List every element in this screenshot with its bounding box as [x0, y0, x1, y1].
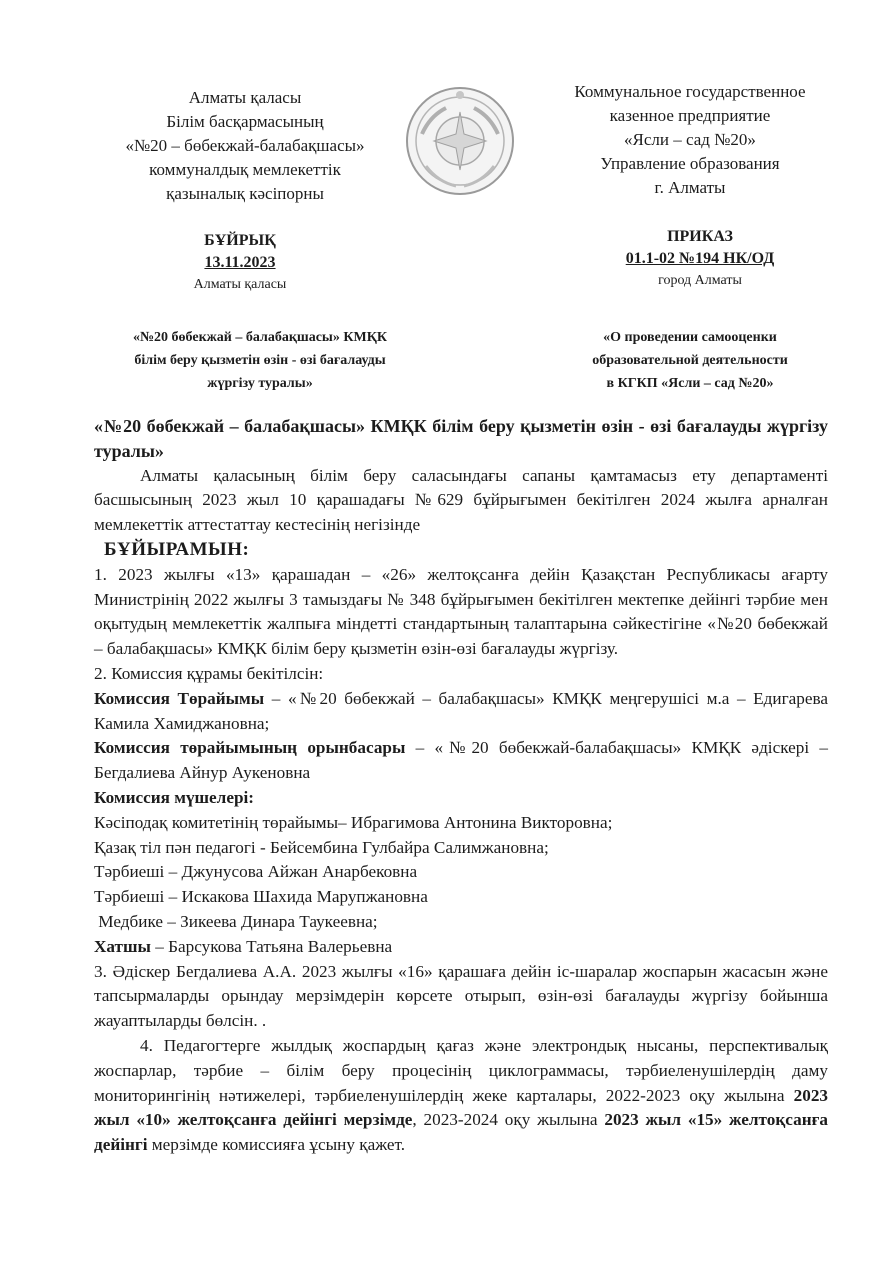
member-line: Медбике – Зикеева Динара Таукеевна; — [94, 911, 378, 931]
secretary-label: Хатшы — [94, 936, 151, 956]
item-3: 3. Әдіскер Бегдалиева А.А. 2023 жылғы «16» қарашаға дейін іс-шаралар жоспарын жасасын және тапсырмаларды орындау мерзімдерін көрсете отырып, өзін-өзі бағалауды жүргізу бойынша жауаптыларды бөлсін. . — [94, 961, 828, 1031]
item4-start: 4. Педагогтерге жылдық жоспардың қағаз және электрондық нысаны, перспективалық жоспарлар, тәрбие – білім беру процесінің циклограммасы, тәрбиеленушілердің даму мониторингінің нәтижелері, тәрбиеленушілердің жеке карталары, 2022-2023 оқу жылына — [94, 1035, 828, 1105]
item-2: 2. Комиссия құрамы бекітілсін: — [94, 663, 324, 683]
header-ru-line: г. Алматы — [654, 178, 726, 197]
order-ru-block — [540, 226, 860, 292]
header-ru-organization — [520, 80, 860, 200]
order-word: БҰЙЫРАМЫН: — [104, 538, 250, 560]
header-kz-line: «№20 – бөбекжай-балабақшасы» — [125, 136, 365, 155]
header-kz-line: Білім басқармасының — [166, 112, 324, 131]
deputy-text: – «№20 бөбекжай-балабақшасы» КМҚК әдіскері –Бегдалиева Айнур Аукеновна — [94, 738, 828, 783]
body-preamble: Алматы қаласының білім беру саласындағы сапаны қамтамасыз ету департаменті басшысының 2023 жыл 10 қарашадағы №629 бұйрығымен бекітілген 2024 жылға арналған мемлекеттік аттестаттау кестесінің негізінде — [94, 465, 828, 535]
subject-ru-line: в КГКП «Ясли – сад №20» — [606, 376, 774, 391]
member-line: Қазақ тіл пән педагогі - Бейсембина Гулбайра Салимжановна; — [94, 837, 549, 857]
item4-deadline-2: 2023 жыл «15» желтоқсанға дейінгі — [94, 1110, 829, 1155]
subject-kz-line: жүргізу туралы» — [207, 376, 313, 391]
commission-chair — [94, 687, 828, 737]
item4-mid: , 2023-2024 оқу жылына — [412, 1110, 605, 1130]
subject-kz-line: «№20 бөбекжай – балабақшасы» КМҚК — [132, 330, 388, 345]
item4-end: мерзімде комиссияға ұсыну қажет. — [147, 1135, 405, 1155]
state-emblem-icon — [404, 82, 516, 200]
order-ru-title: ПРИКАЗ — [667, 228, 733, 245]
header-ru-line: Коммунальное государственное — [574, 82, 806, 101]
subject-ru-line: образовательной деятельности — [592, 353, 788, 368]
header-ru-line: казенное предприятие — [609, 106, 771, 125]
subject-kz-line: білім беру қызметін өзін - өзі бағалауды — [134, 353, 386, 368]
subject-kz — [80, 326, 440, 395]
member-line: Тәрбиеші – Искакова Шахида Марупжановна — [94, 887, 428, 907]
secretary — [94, 935, 828, 960]
header-kz-line: қазыналық кәсіпорны — [166, 184, 324, 203]
item-4 — [94, 1034, 828, 1158]
header-ru-line: Управление образования — [600, 154, 780, 173]
header-ru-line: «Ясли – сад №20» — [624, 130, 756, 149]
secretary-text: – Барсукова Татьяна Валерьевна — [150, 936, 393, 956]
deputy-label: Комиссия төрайымының орынбасары — [94, 738, 406, 758]
header-kz-line: Алматы қаласы — [188, 88, 302, 107]
order-kz-date: 13.11.2023 — [204, 254, 276, 271]
body-heading: «№20 бөбекжай – балабақшасы» КМҚК білім беру қызметін өзін - өзі бағалауды жүргізу туралы» — [94, 416, 828, 461]
subject-ru — [520, 326, 860, 395]
header-kz-line: коммуналдық мемлекеттік — [149, 160, 341, 179]
subject-ru-line: «О проведении самооценки — [603, 330, 777, 345]
member-line: Тәрбиеші – Джунусова Айжан Анарбековна — [94, 862, 418, 882]
header-kz-organization — [60, 86, 430, 206]
order-ru-city: город Алматы — [658, 273, 742, 288]
order-kz-city: Алматы қаласы — [193, 277, 287, 292]
commission-deputy — [94, 736, 828, 786]
item-1: 1. 2023 жылғы «13» қарашадан – «26» желтоқсанға дейін Қазақстан Республикасы ағарту Министрінің 2022 жылғы 3 тамыздағы № 348 бұйрығымен бекітілген мектепке дейінгі тәрбие мен оқытудың мемлекеттік жалпыға міндетті стандартының талаптарына сәйкестігіне «№20 бөбекжай – балабақшасы» КМҚК білім беру қызметін өзін-өзі бағалауды жүргізу. — [94, 564, 828, 659]
item4-deadline-1: 2023 жыл «10» желтоқсанға дейінгі мерзімде — [94, 1085, 828, 1130]
members-label: Комиссия мүшелері: — [94, 787, 255, 807]
chair-label: Комиссия Төрайымы — [94, 688, 265, 708]
order-ru-number: 01.1-02 №194 НК/ОД — [625, 250, 775, 267]
member-line: Кәсіподақ комитетінің төрайымы– Ибрагимова Антонина Викторовна; — [94, 812, 613, 832]
order-kz-block — [150, 230, 330, 296]
order-kz-title: БҰЙРЫҚ — [204, 232, 276, 249]
document-body — [94, 414, 828, 1158]
chair-text: – «№20 бөбекжай – балабақшасы» КМҚК меңгерушісі м.а – Едигарева Камила Хамиджановна; — [94, 688, 828, 733]
